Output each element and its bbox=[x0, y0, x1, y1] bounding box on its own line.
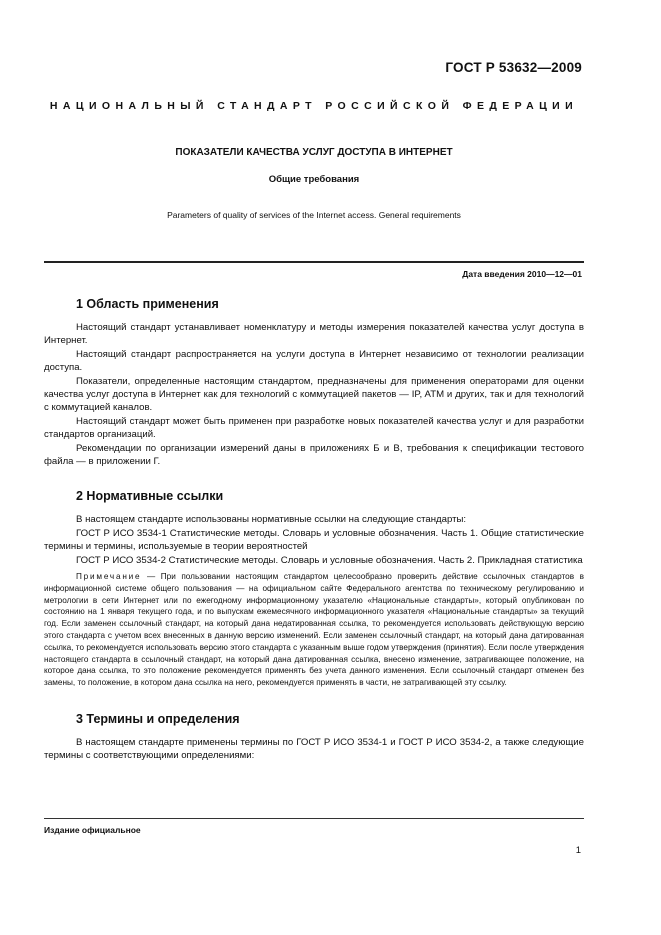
section-heading: 3 Термины и определения bbox=[76, 712, 240, 727]
section-heading: 2 Нормативные ссылки bbox=[76, 489, 224, 504]
section-heading: 1 Область применения bbox=[76, 297, 219, 311]
paragraph: Настоящий стандарт распространяется на услуги доступа в Интернет независимо от технологии реализации доступа. bbox=[44, 348, 584, 374]
standard-code: ГОСТ Р 53632—2009 bbox=[445, 60, 582, 75]
page-number: 1 bbox=[575, 845, 581, 856]
footer-divider bbox=[44, 818, 584, 819]
note bbox=[44, 571, 584, 689]
paragraph: Настоящий стандарт может быть применен при разработке новых показателей качества услуг и для разработки стандартов организаций. bbox=[44, 415, 584, 441]
english-title: Parameters of quality of services of the Internet access. General requirements bbox=[167, 210, 461, 220]
paragraph: В настоящем стандарте применены термины по ГОСТ Р ИСО 3534-1 и ГОСТ Р ИСО 3534-2, а также следующие термины с соответствующими определениями: bbox=[44, 737, 584, 762]
paragraph: В настоящем стандарте использованы нормативные ссылки на следующие стандарты: bbox=[76, 514, 467, 526]
document-title: ПОКАЗАТЕЛИ КАЧЕСТВА УСЛУГ ДОСТУПА В ИНТЕРНЕТ bbox=[175, 147, 453, 158]
national-standard-heading: НАЦИОНАЛЬНЫЙ СТАНДАРТ РОССИЙСКОЙ ФЕДЕРАЦИИ bbox=[49, 100, 579, 112]
reference-item: ГОСТ Р ИСО 3534-2 Статистические методы. Словарь и условные обозначения. Часть 2. Прикладная статистика bbox=[76, 554, 583, 566]
section-terms bbox=[44, 711, 584, 763]
title-divider bbox=[44, 261, 584, 263]
intro-date: Дата введения 2010—12—01 bbox=[462, 269, 582, 279]
paragraph: Рекомендации по организации измерений даны в приложениях Б и В, требования к спецификации тестового файла — в приложении Г. bbox=[44, 442, 584, 468]
edition-label: Издание официальное bbox=[44, 825, 141, 835]
document-body bbox=[44, 296, 584, 763]
note-text: — При пользовании настоящим стандартом целесообразно проверить действие ссылочных стандартов в информационной системе общего пользования — на официальном сайте Федерального агентства по техническому регулированию и метрологии в сети Интернет или по ежегодному информационному указателю «Национальные стандарты», который опубликован по состоянию на 1 января текущего года, и по выпускам ежемесячного информационного указателя «Национальные стандарты» за текущий год. Если заменен ссылочный стандарт, на который дана недатированная ссылка, то рекомендуется использовать действующую версию этого стандарта с учетом всех внесенных в данную версию изменений. Если заменен ссылочный стандарт, на который дана датированная ссылка, то рекомендуется использовать версию этого стандарта с указанным выше годом утверждения (принятия). Если после утверждения настоящего стандарта в ссылочный стандарт, на который дана датированная ссылка, внесено изменение, затрагивающее положение, на которое дана ссылка, то это положение рекомендуется применять без учета данного изменения. Если ссылочный стандарт отменен без замены, то положение, в котором дана ссылка на него, рекомендуется применять в части, не затрагивающей эту ссылку. bbox=[44, 572, 584, 688]
section-scope bbox=[44, 296, 584, 468]
document-subtitle: Общие требования bbox=[268, 174, 360, 185]
paragraph: Настоящий стандарт устанавливает номенклатуру и методы измерения показателей качества услуг доступа в Интернет. bbox=[44, 322, 584, 347]
paragraph: Показатели, определенные настоящим стандартом, предназначены для применения операторами для оценки качества услуг доступа в Интернет как для технологий с коммутацией пакетов — IP, ATM и других, так и для технологий с коммутацией каналов. bbox=[44, 375, 584, 414]
note-label: Примечание bbox=[76, 572, 142, 582]
reference-item: ГОСТ Р ИСО 3534-1 Статистические методы. Словарь и условные обозначения. Часть 1. Общие статистические термины и термины, используемые в теории вероятностей bbox=[44, 527, 584, 553]
section-normative-references bbox=[44, 488, 584, 689]
